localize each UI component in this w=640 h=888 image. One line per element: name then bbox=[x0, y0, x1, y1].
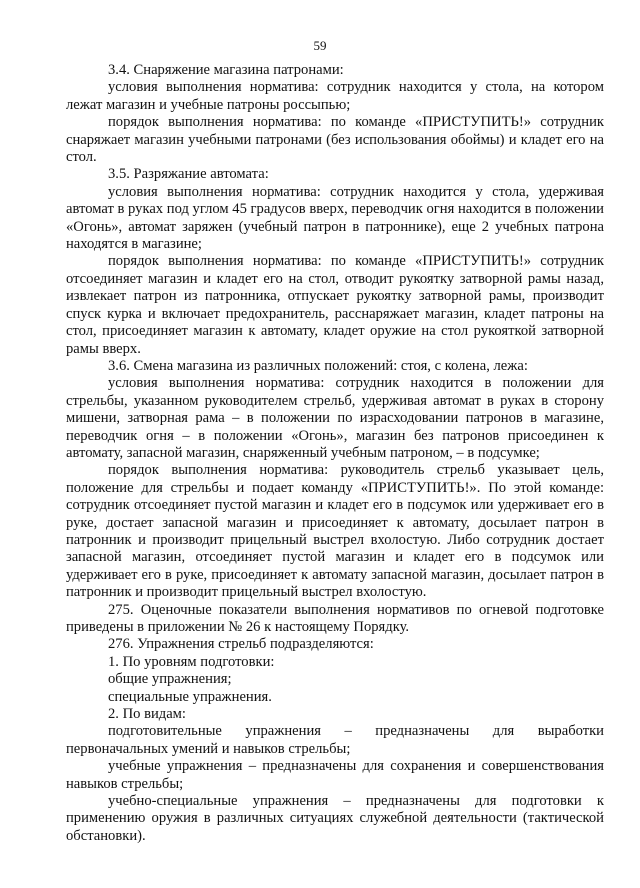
page-number: 59 bbox=[313, 38, 327, 53]
paragraph-275: 275. Оценочные показатели выполнения нормативов по огневой подготовке приведены в приложении № 26 к настоящему Порядку. bbox=[66, 601, 604, 635]
paragraph: порядок выполнения норматива: по команде «ПРИСТУПИТЬ!» сотрудник отсоединяет магазин и кладет его на стол, отводит рукоятку затворной рамы назад, извлекает патрон из патронника, отпускает рукоятку затворной рамы, производит спуск курка и включает предохранитель, расснаряжает магазин, кладет патроны на стол, присоединяет магазин к автомату, кладет оружие на стол рукояткой затворной рамы вверх. bbox=[66, 253, 604, 357]
document-body bbox=[66, 62, 604, 845]
paragraph-3-6-heading: 3.6. Смена магазина из различных положений: стоя, с колена, лежа: bbox=[108, 357, 528, 374]
list-item: учебные упражнения – предназначены для сохранения и совершенствования навыков стрельбы; bbox=[66, 758, 604, 792]
list-item: специальные упражнения. bbox=[108, 688, 272, 705]
list-item: учебно-специальные упражнения – предназначены для подготовки к применению оружия в различных ситуациях служебной деятельности (тактической обстановки). bbox=[66, 793, 604, 844]
paragraph: условия выполнения норматива: сотрудник находится у стола, удерживая автомат в руках под углом 45 градусов вверх, переводчик огня находится в положении «Огонь», автомат заряжен (учебный патрон в патроннике), еще 2 учебных патрона находятся в магазине; bbox=[66, 183, 604, 253]
paragraph: условия выполнения норматива: сотрудник находится в положении для стрельбы, указанном руководителем стрельб, удерживая автомат в руках в сторону мишени, затворная рама – в положении по израсходовании патронов в магазине, переводчик огня – в положении «Огонь», магазин без патронов присоединен к автомату, запасной магазин, снаряженный учебным патроном, – в подсумке; bbox=[66, 375, 604, 461]
paragraph-3-5-heading: 3.5. Разряжание автомата: bbox=[108, 166, 269, 183]
list-heading-types: 2. По видам: bbox=[108, 706, 186, 723]
paragraph: порядок выполнения норматива: руководитель стрельб указывает цель, положение для стрельбы и подает команду «ПРИСТУПИТЬ!». По этой команде: сотрудник отсоединяет пустой магазин и кладет его в подсумок или удерживает его в руке, достает запасной магазин и присоединяет к автомату, досылает патрон в патронник и производит прицельный выстрел вхолостую. Либо сотрудник достает запасной магазин, отсоединяет пустой магазин и кладет его в подсумок или удерживает его в руке, присоединяет к автомату запасной магазин, досылает патрон в патронник и производит прицельный выстрел вхолостую. bbox=[66, 462, 604, 601]
paragraph: порядок выполнения норматива: по команде «ПРИСТУПИТЬ!» сотрудник снаряжает магазин учебными патронами (без использования обоймы) и кладет его на стол. bbox=[66, 114, 604, 166]
list-heading-levels: 1. По уровням подготовки: bbox=[108, 653, 275, 670]
list-item: общие упражнения; bbox=[108, 671, 232, 688]
paragraph: условия выполнения норматива: сотрудник находится у стола, на котором лежат магазин и учебные патроны россыпью; bbox=[66, 79, 604, 113]
list-item: подготовительные упражнения – предназначены для выработки первоначальных умений и навыков стрельбы; bbox=[66, 723, 604, 757]
paragraph-3-4-heading: 3.4. Снаряжение магазина патронами: bbox=[108, 62, 344, 78]
paragraph-276: 276. Упражнения стрельб подразделяются: bbox=[108, 636, 374, 653]
